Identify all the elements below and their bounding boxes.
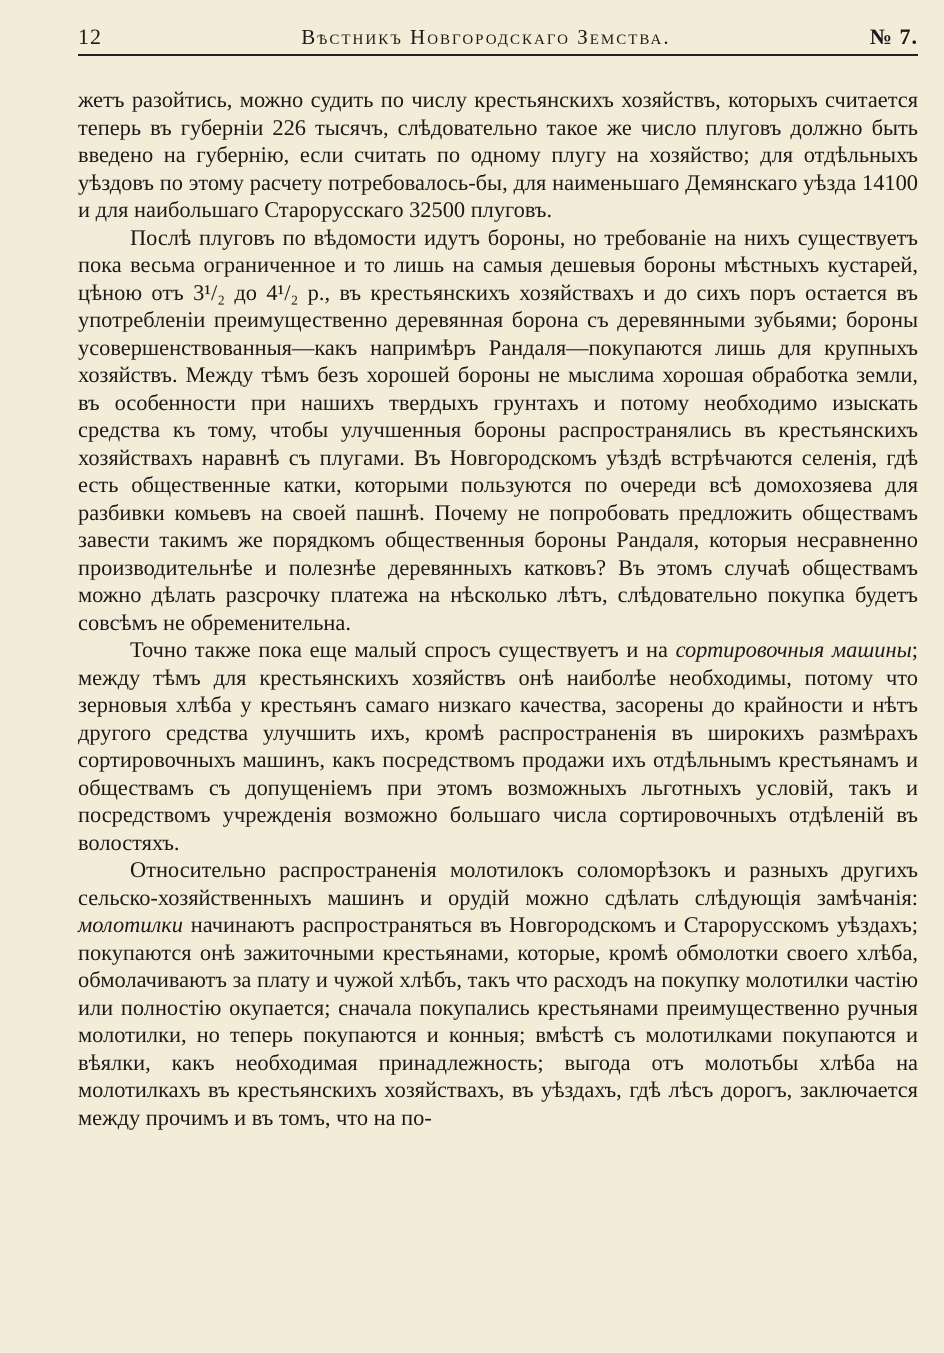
paragraph-text-before: Относительно распространенія молотилокъ соломорѣзокъ и разныхъ другихъ сельско-хозяйственныхъ машинъ и орудій можно сдѣлать слѣдующія замѣчанія: bbox=[78, 857, 918, 910]
journal-title: Вѣстникъ Новгородскаго Земства. bbox=[301, 25, 671, 49]
page-header bbox=[78, 0, 918, 56]
paragraph-text-after: начинаютъ распространяться въ Новгородскомъ и Старорусскомъ уѣздахъ; покупаются онѣ зажиточными крестьянами, которые, кромѣ обмолотки своего хлѣба, обмолачиваютъ за плату и чужой хлѣбъ, такъ что расходъ на покупку молотилки частію или полностію окупается; сначала покупались крестьянами преимущественно ручныя молотилки, но теперь покупаются и конныя; вмѣстѣ съ молотилками покупаются и вѣялки, какъ необходимая принадлежность; выгода отъ молотьбы хлѣба на молотилкахъ въ крестьянскихъ хозяйствахъ, въ уѣздахъ, гдѣ лѣсъ дорогъ, заключается между прочимъ и въ томъ, что на по- bbox=[78, 912, 918, 1130]
issue-number: № 7. bbox=[869, 24, 918, 49]
paragraph-text-after: ; между тѣмъ для крестьянскихъ хозяйствъ онѣ наиболѣе необходимы, потому что зерновыя хлѣба у крестьянъ самаго низкаго качества, засорены до крайности и нѣтъ другого средства улучшить ихъ, кромѣ распространенія въ широкихъ размѣрахъ сортировочныхъ машинъ, какъ посредствомъ продажи ихъ отдѣльнымъ крестьянамъ и обществамъ съ допущеніемъ при этомъ возможныхъ льготныхъ условій, такъ и посредствомъ учрежденія возможно большаго числа сортировочныхъ отдѣленій въ волостяхъ. bbox=[78, 637, 918, 855]
emphasis-sorting-machines: сортировочныя машины bbox=[675, 637, 912, 662]
paragraph-sorting-machines bbox=[78, 636, 918, 856]
paragraph-threshers bbox=[78, 856, 918, 1131]
emphasis-threshers: молотилки bbox=[78, 912, 183, 937]
page-number: 12 bbox=[78, 24, 102, 49]
paragraph-continuation: жетъ разойтись, можно судить по числу крестьянскихъ хозяйствъ, которыхъ считается теперь въ губерніи 226 тысячъ, слѣдовательно такое же число плуговъ должно быть введено на губернію, если считать по одному плугу на хозяйство; для отдѣльныхъ уѣздовъ по этому расчету потребовалось-бы, для наименьшаго Демянскаго уѣзда 14100 и для наибольшаго Старорусскаго 32500 плуговъ. bbox=[78, 87, 918, 222]
paragraph-text-before: Точно также пока еще малый спросъ существуетъ и на bbox=[130, 637, 676, 662]
article-body bbox=[78, 86, 918, 1131]
paragraph-harrows: Послѣ плуговъ по вѣдомости идутъ бороны, но требованіе на нихъ существуетъ пока весьма ограниченное и то лишь на самыя дешевыя бороны мѣстныхъ кустарей, цѣною отъ 3¹/₂ до 4¹/₂ р., въ крестьянскихъ хозяйствахъ и до сихъ поръ остается въ употребленіи преимущественно деревянная борона съ деревянными зубьями; бороны усовершенствованныя—какъ напримѣръ Рандаля—покупаются лишь для крупныхъ хозяйствъ. Между тѣмъ безъ хорошей бороны не мыслима хорошая обработка земли, въ особенности при нашихъ твердыхъ грунтахъ и потому необходимо изыскать средства къ тому, чтобы улучшенныя бороны распространялись въ крестьянскихъ хозяйствахъ наравнѣ съ плугами. Въ Новгородскомъ уѣздѣ встрѣчаются селенія, гдѣ есть общественные катки, которыми пользуются по очереди всѣ домохозяева для разбивки комьевъ на своей пашнѣ. Почему не попробовать предложить обществамъ завести такимъ же порядкомъ общественныя бороны Рандаля, которыя несравненно производительнѣе и полезнѣе деревянныхъ катковъ? Въ этомъ случаѣ обществамъ можно дѣлать разсрочку платежа на нѣсколько лѣтъ, слѣдовательно покупка будетъ совсѣмъ не обременительна. bbox=[78, 224, 918, 635]
